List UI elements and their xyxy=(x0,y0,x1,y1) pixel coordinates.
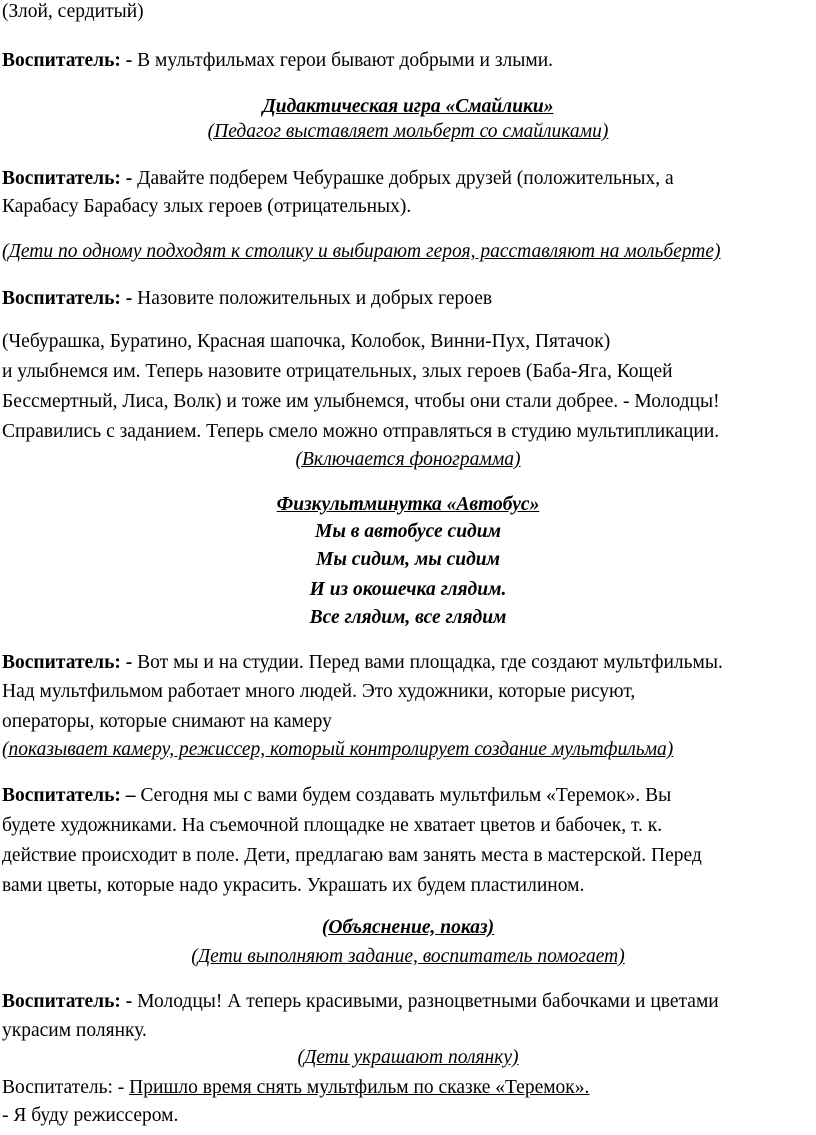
text-line: Над мультфильмом работает много людей. Это художники, которые рисуют, xyxy=(2,681,636,702)
speech-text: Сегодня мы с вами будем создавать мультфильм «Теремок». Вы xyxy=(135,785,672,806)
speech-text: В мультфильмах герои бывают добрыми и злыми. xyxy=(132,50,554,71)
stage-direction: (Педагог выставляет мольберт со смайликами) xyxy=(207,121,609,142)
speaker-label: Воспитатель: - xyxy=(2,50,133,71)
text-line: (Злой, сердитый) xyxy=(2,1,144,22)
text-line: будете художниками. На съемочной площадке не хватает цветов и бабочек, т. к. xyxy=(2,815,663,836)
stage-direction: (Дети по одному подходят к столику и выбирают героя, расставляют на мольберте) xyxy=(2,241,721,262)
text-line: - Я буду режиссером. xyxy=(2,1105,179,1126)
text-line: Справились с заданием. Теперь смело можно отправляться в студию мультипликации. xyxy=(2,421,720,442)
poem-line: Все глядим, все глядим xyxy=(309,607,507,628)
speech-text: Вот мы и на студии. Перед вами площадка, где создают мультфильмы. xyxy=(132,652,723,673)
stage-direction: (Дети украшают полянку) xyxy=(297,1047,519,1068)
text-line: и улыбнемся им. Теперь назовите отрицательных, злых героев (Баба-Яга, Кощей xyxy=(2,361,673,382)
speaker-label: Воспитатель: - xyxy=(2,1077,130,1098)
text-line: Бессмертный, Лиса, Волк) и тоже им улыбнемся, чтобы они стали добрее. - Молодцы! xyxy=(2,391,720,412)
speaker-label: Воспитатель: - xyxy=(2,288,133,309)
section-heading: (Объяснение, показ) xyxy=(321,917,495,938)
teacher-line xyxy=(2,1076,589,1100)
text-line: украсим полянку. xyxy=(2,1020,147,1041)
text-line: (Чебурашка, Буратино, Красная шапочка, Колобок, Винни-Пух, Пятачок) xyxy=(2,331,611,352)
text-line: действие происходит в поле. Дети, предлагаю вам занять места в мастерской. Перед xyxy=(2,845,702,866)
speaker-label: Воспитатель: - xyxy=(2,652,133,673)
teacher-line xyxy=(2,651,723,675)
teacher-line xyxy=(2,167,674,191)
stage-direction: (Дети выполняют задание, воспитатель помогает) xyxy=(191,946,625,967)
poem-line: Мы сидим, мы сидим xyxy=(315,549,500,570)
stage-direction: (Включается фонограмма) xyxy=(295,449,521,470)
teacher-line xyxy=(2,784,671,808)
teacher-line xyxy=(2,49,553,73)
teacher-line xyxy=(2,990,719,1014)
poem-line: Мы в автобусе сидим xyxy=(315,521,501,542)
stage-direction: (показывает камеру, режиссер, который контролирует создание мультфильма) xyxy=(2,739,674,760)
teacher-line xyxy=(2,287,492,311)
speaker-label: Воспитатель: – xyxy=(2,785,136,806)
speech-text: Назовите положительных и добрых героев xyxy=(132,288,493,309)
poem-line: И из окошечка глядим. xyxy=(309,579,507,600)
speech-text: Давайте подберем Чебурашке добрых друзей (положительных, а xyxy=(132,168,674,189)
text-line: вами цветы, которые надо украсить. Украшать их будем пластилином. xyxy=(2,875,585,896)
speaker-label: Воспитатель: - xyxy=(2,991,133,1012)
text-line: Карабасу Барабасу злых героев (отрицательных). xyxy=(2,196,412,217)
section-heading: Физкультминутка «Автобус» xyxy=(276,494,540,515)
text-line: операторы, которые снимают на камеру xyxy=(2,711,332,732)
speech-text: Молодцы! А теперь красивыми, разноцветными бабочками и цветами xyxy=(132,991,719,1012)
speech-text: Пришло время снять мультфильм по сказке «Теремок». xyxy=(129,1077,590,1098)
section-heading: Дидактическая игра «Смайлики» xyxy=(262,96,554,117)
speaker-label: Воспитатель: - xyxy=(2,168,133,189)
